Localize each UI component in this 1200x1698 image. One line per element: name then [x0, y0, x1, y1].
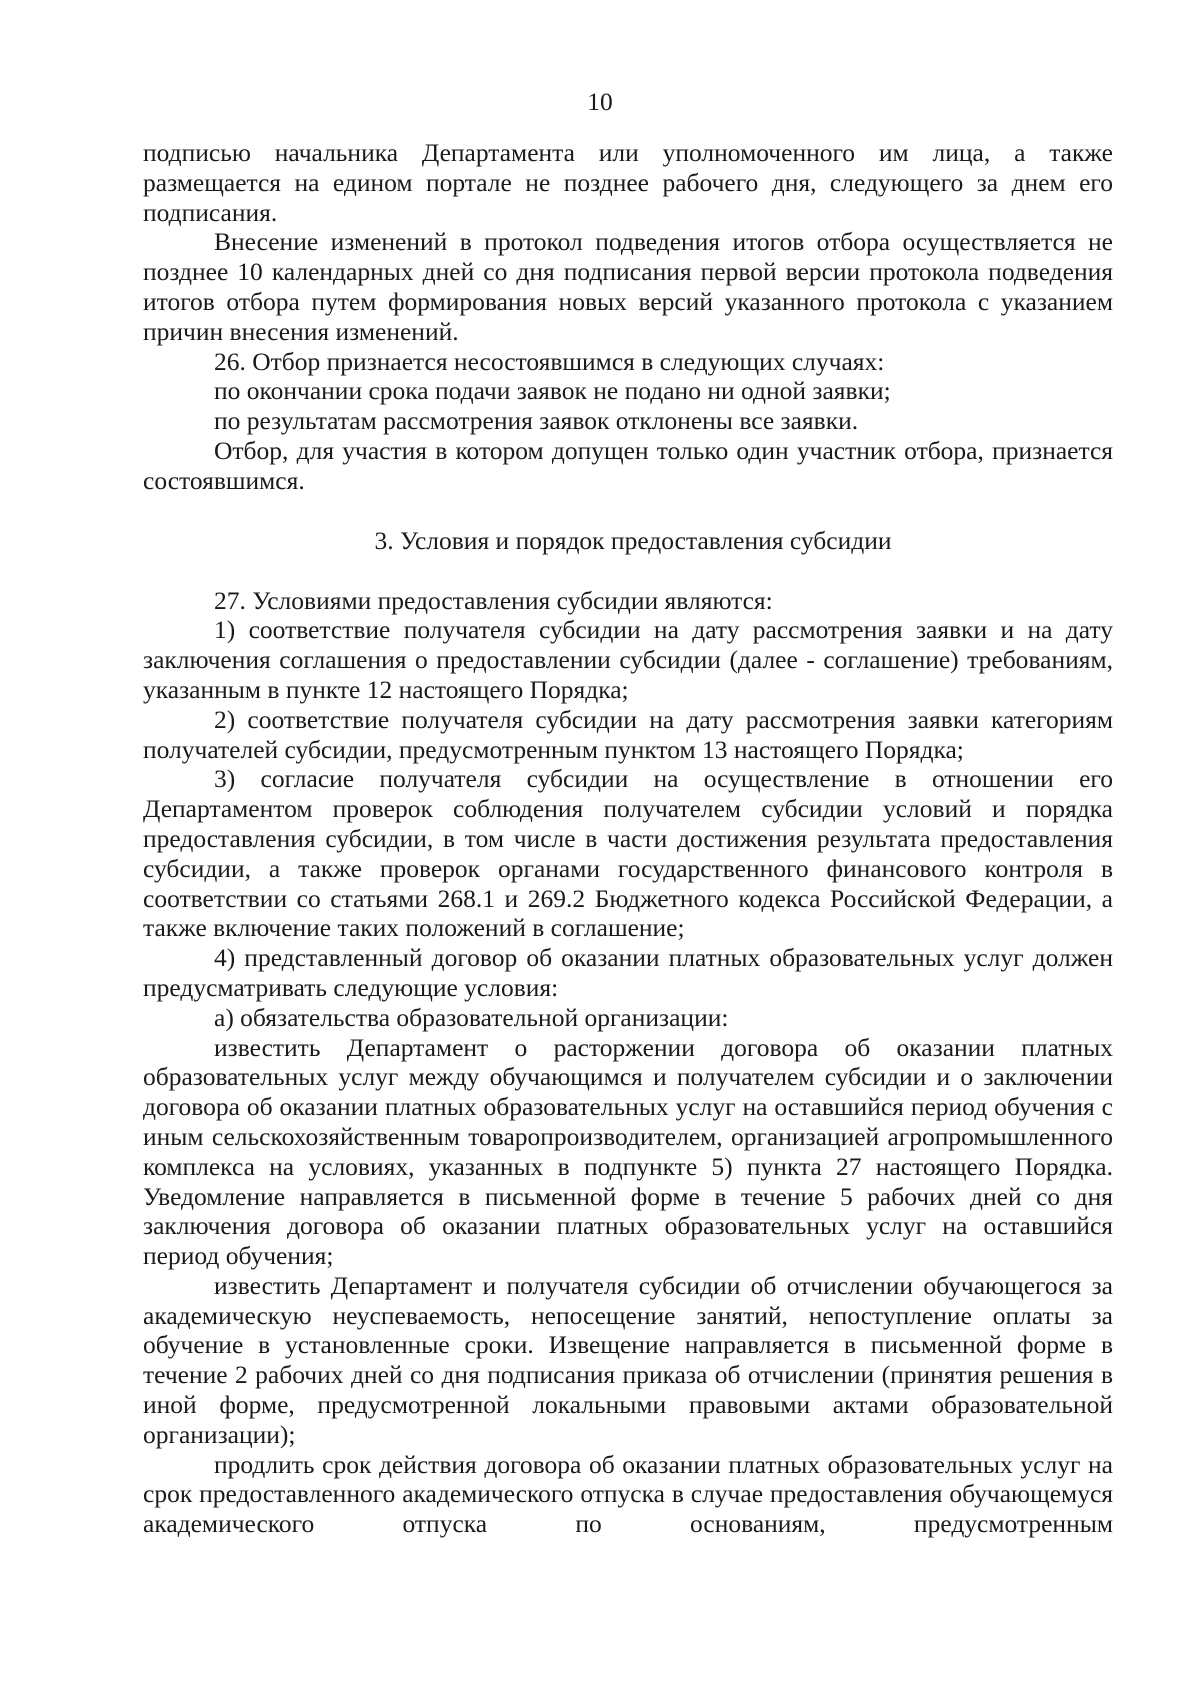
- paragraph: по результатам рассмотрения заявок отклонены все заявки.: [214, 406, 859, 436]
- paragraph: 27. Условиями предоставления субсидии являются:: [214, 585, 773, 615]
- paragraph: известить Департамент и получателя субсидии об отчислении обучающегося за академическую неуспеваемость, непосещение занятий, непоступление оплаты за обучение в установленные сроки. Извещение направляется в письменной форме в течение 2 рабочих дней со дня подписания приказа об отчислении (принятия решения в иной форме, предусмотренной локальными правовыми актами образовательной организации);: [143, 1270, 1113, 1449]
- paragraph: 26. Отбор признается несостоявшимся в следующих случаях:: [214, 346, 885, 376]
- paragraph: Отбор, для участия в котором допущен только один участник отбора, признается состоявшимся.: [143, 435, 1113, 495]
- paragraph: а) обязательства образовательной организации:: [214, 1002, 729, 1032]
- paragraph: по окончании срока подачи заявок не подано ни одной заявки;: [214, 376, 891, 406]
- paragraph: Внесение изменений в протокол подведения итогов отбора осуществляется не позднее 10 календарных дней со дня подписания первой версии протокола подведения итогов отбора путем формирования новых версий указанного протокола с указанием причин внесения изменений.: [143, 227, 1113, 346]
- paragraph: известить Департамент о расторжении договора об оказании платных образовательных услуг между обучающимся и получателем субсидии и о заключении договора об оказании платных образовательных услуг на оставшийся период обучения с иным сельскохозяйственным товаропроизводителем, организацией агропромышленного комплекса на условиях, указанных в подпункте 5) пункта 27 настоящего Порядка. Уведомление направляется в письменной форме в течение 5 рабочих дней со дня заключения договора об оказании платных образовательных услуг на оставшийся период обучения;: [143, 1032, 1113, 1271]
- paragraph: 3) согласие получателя субсидии на осуществление в отношении его Департаментом проверок соблюдения получателем субсидии условий и порядка предоставления субсидии, в том числе в части достижения результата предоставления субсидии, а также проверок органами государственного финансового контроля в соответствии со статьями 268.1 и 269.2 Бюджетного кодекса Российской Федерации, а также включение таких положений в соглашение;: [143, 764, 1113, 943]
- paragraph: 2) соответствие получателя субсидии на дату рассмотрения заявки категориям получателей субсидии, предусмотренным пунктом 13 настоящего Порядка;: [143, 704, 1113, 764]
- section-heading: 3. Условия и порядок предоставления субсидии: [374, 525, 892, 555]
- paragraph: 4) представленный договор об оказании платных образовательных услуг должен предусматривать следующие условия:: [143, 943, 1113, 1002]
- paragraph: подписью начальника Департамента или уполномоченного им лица, а также размещается на едином портале не позднее рабочего дня, следующего за днем его подписания.: [143, 138, 1113, 227]
- paragraph: продлить срок действия договора об оказании платных образовательных услуг на срок предоставленного академического отпуска в случае предоставления обучающемуся академического отпуска по основаниям, предусмотренным: [143, 1449, 1113, 1539]
- paragraphs-after-section: [143, 586, 1113, 1540]
- paragraph: 1) соответствие получателя субсидии на дату рассмотрения заявки и на дату заключения соглашения о предоставлении субсидии (далее - соглашение) требованиям, указанным в пункте 12 настоящего Порядка;: [143, 615, 1113, 704]
- page-number: 10: [587, 87, 613, 116]
- document-body: [143, 138, 1113, 1539]
- paragraphs-before-section: [143, 138, 1113, 496]
